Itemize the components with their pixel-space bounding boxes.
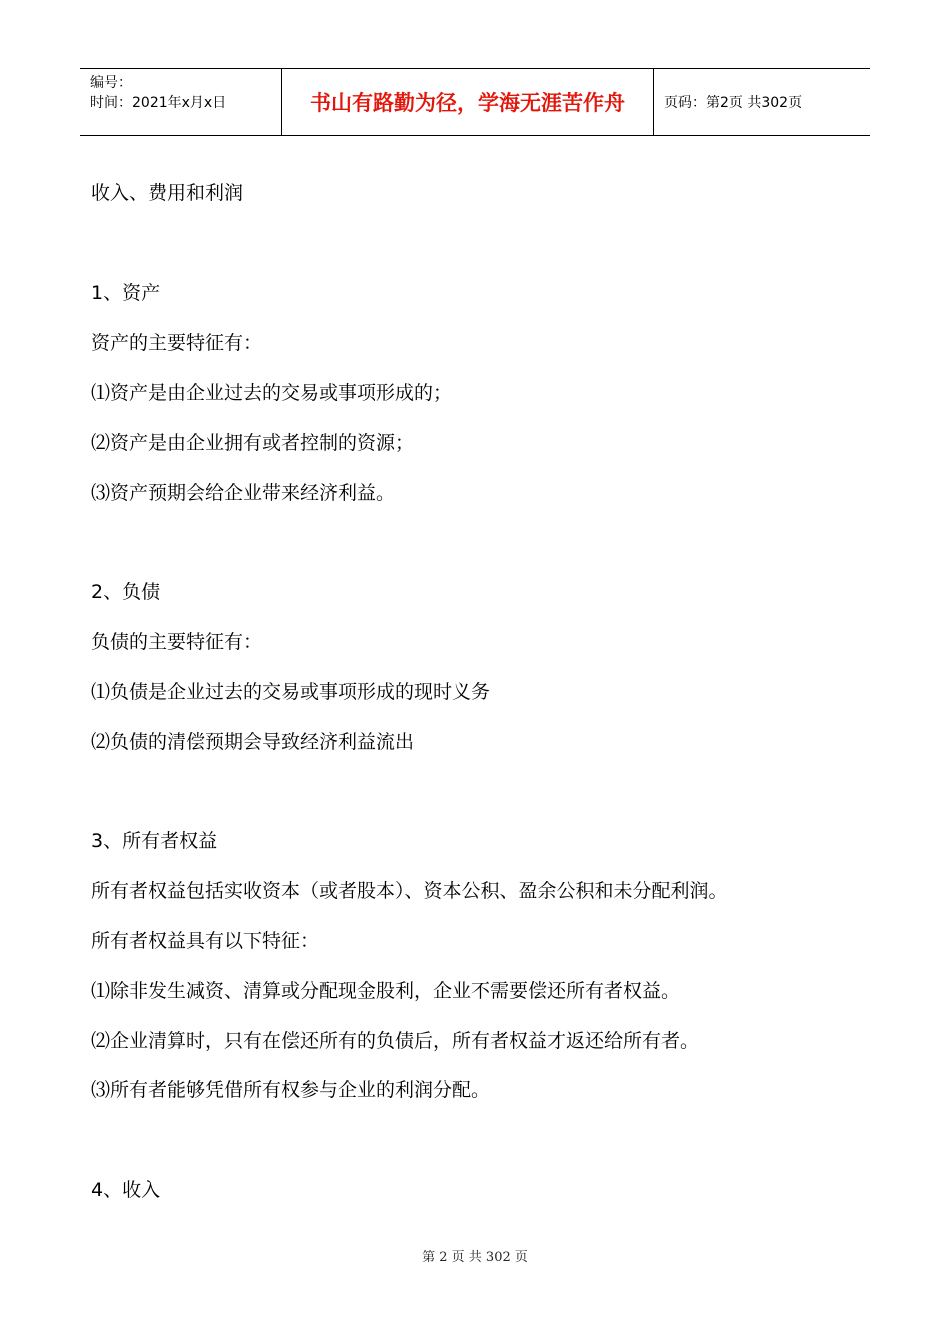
assets-item: ⑶资产预期会给企业带来经济利益。 xyxy=(91,482,396,504)
liabilities-lead: 负债的主要特征有： xyxy=(91,631,263,653)
intro-line: 收入、费用和利润 xyxy=(91,182,244,204)
equity-item: ⑴除非发生减资、清算或分配现金股利，企业不需要偿还所有者权益。 xyxy=(91,980,681,1002)
equity-lead: 所有者权益具有以下特征： xyxy=(91,930,320,952)
equity-paragraph: 所有者权益包括实收资本（或者股本）、资本公积、盈余公积和未分配利润。 xyxy=(91,880,728,902)
section-heading-assets: 1、资产 xyxy=(91,282,161,304)
equity-item: ⑶所有者能够凭借所有权参与企业的利润分配。 xyxy=(91,1079,491,1101)
header-page-info: 页码：第2页 共302页 xyxy=(664,95,803,111)
assets-item: ⑵资产是由企业拥有或者控制的资源； xyxy=(91,432,415,454)
section-heading-liabilities: 2、负债 xyxy=(91,581,161,603)
equity-item: ⑵企业清算时，只有在偿还所有的负债后，所有者权益才返还给所有者。 xyxy=(91,1030,700,1052)
document-number-label: 编号： xyxy=(90,75,132,91)
page-header xyxy=(80,68,870,136)
liabilities-item: ⑵负债的清偿预期会导致经济利益流出 xyxy=(91,731,415,753)
header-meta xyxy=(80,69,282,135)
assets-lead: 资产的主要特征有： xyxy=(91,332,263,354)
document-time-label: 时间：2021年x月x日 xyxy=(90,95,227,111)
page-footer: 第 2 页 共 302 页 xyxy=(422,1250,528,1265)
assets-item: ⑴资产是由企业过去的交易或事项形成的； xyxy=(91,382,453,404)
header-motto: 书山有路勤为径，学海无涯苦作舟 xyxy=(282,69,654,135)
section-heading-income: 4、收入 xyxy=(91,1179,161,1201)
liabilities-item: ⑴负债是企业过去的交易或事项形成的现时义务 xyxy=(91,681,491,703)
section-heading-equity: 3、所有者权益 xyxy=(91,830,218,852)
